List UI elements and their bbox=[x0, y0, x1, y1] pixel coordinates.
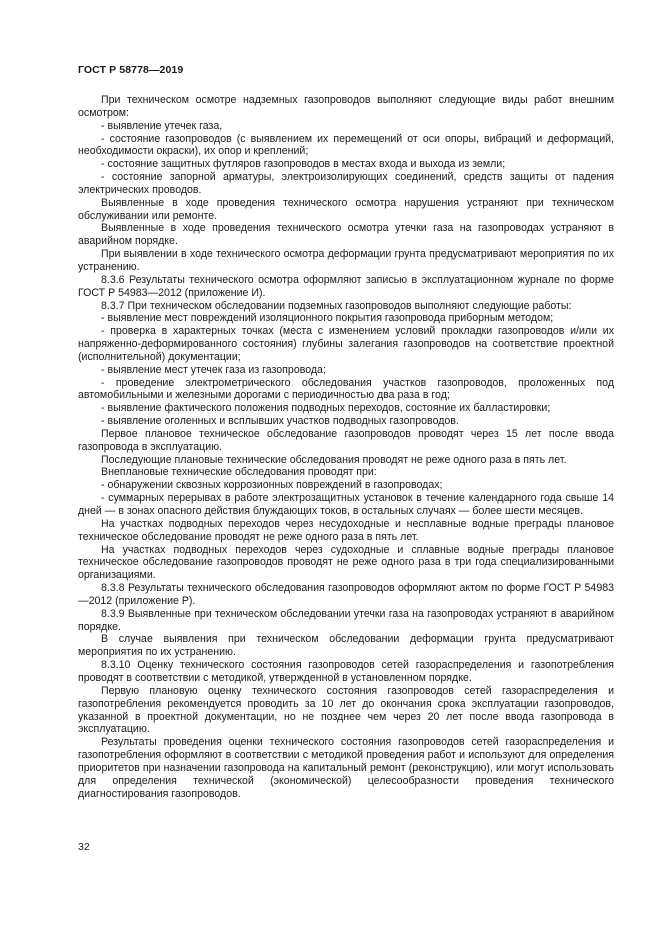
paragraph: 8.3.7 При техническом обследовании подземных газопроводов выполняют следующие работы: bbox=[101, 299, 572, 312]
paragraph: Первую плановую оценку технического состояния газопроводов сетей газораспределения и газопотребления рекомендуется проводить за 10 лет до окончания срока эксплуатации газопроводов, указанной в проектной документации, но не позднее чем через 20 лет после ввода газопровода в эксплуатацию. bbox=[78, 684, 614, 736]
paragraph: На участках подводных переходов через судоходные и сплавные водные преграды плановое техническое обследование газопроводов проводят не реже одного раза в три года специализированными организациями. bbox=[78, 543, 614, 582]
paragraph: На участках подводных переходов через несудоходные и несплавные водные преграды плановое техническое обследование проводят не реже одного раза в пять лет. bbox=[78, 517, 614, 543]
paragraph: 8.3.9 Выявленные при техническом обследовании утечки газа на газопроводах устраняют в аварийном порядке. bbox=[78, 607, 614, 633]
paragraph: - выявление оголенных и всплывших участков подводных газопроводов. bbox=[101, 415, 459, 428]
page-number: 32 bbox=[78, 841, 90, 853]
paragraph: - выявление мест утечек газа из газопровода; bbox=[101, 363, 326, 376]
paragraph: Выявленные в ходе проведения технического осмотра утечки газа на газопроводах устраняют в аварийном порядке. bbox=[78, 222, 614, 248]
paragraph: - выявление мест повреждений изоляционного покрытия газопровода приборным методом; bbox=[101, 312, 554, 325]
document-body bbox=[78, 94, 614, 800]
paragraph: - выявление фактического положения подводных переходов, состояние их балластировки; bbox=[101, 402, 551, 415]
paragraph: Внеплановые технические обследования проводят при: bbox=[101, 466, 377, 479]
paragraph: Первое плановое техническое обследование газопроводов проводят через 15 лет после ввода газопровода в эксплуатацию. bbox=[78, 427, 614, 453]
paragraph: - выявление утечек газа, bbox=[101, 119, 223, 132]
paragraph: Последующие плановые технические обследования проводят не реже одного раза в пять лет. bbox=[101, 453, 567, 466]
paragraph: 8.3.6 Результаты технического осмотра оформляют записью в эксплуатационном журнале по форме ГОСТ Р 54983—2012 (приложение И). bbox=[78, 273, 614, 299]
document-header: ГОСТ Р 58778—2019 bbox=[78, 64, 184, 76]
paragraph: 8.3.8 Результаты технического обследования газопроводов оформляют актом по форме ГОСТ Р 54983—2012 (приложение Р). bbox=[78, 582, 614, 607]
paragraph: - проведение электрометрического обследования участков газопроводов, проложенных под автомобильными и железными дорогами с периодичностью два раза в год; bbox=[78, 376, 614, 402]
paragraph: При техническом осмотре надземных газопроводов выполняют следующие виды работ внешним осмотром: bbox=[78, 94, 614, 119]
paragraph: - состояние запорной арматуры, электроизолирующих соединений, средств защиты от падения электрических проводов. bbox=[78, 171, 614, 196]
paragraph: Выявленные в ходе проведения технического осмотра нарушения устраняют при техническом обслуживании или ремонте. bbox=[78, 196, 614, 222]
paragraph: - проверка в характерных точках (места с изменением условий прокладки газопроводов и/или их напряженно-деформированного состояния) глубины залегания газопроводов на соответствие проектной (исполнительной) документации; bbox=[78, 325, 614, 363]
paragraph: 8.3.10 Оценку технического состояния газопроводов сетей газораспределения и газопотребления проводят в соответствии с методикой, утвержденной в установленном порядке. bbox=[78, 659, 614, 684]
paragraph: - состояние газопроводов (с выявлением их перемещений от оси опоры, вибраций и деформаций, необходимости окраски), их опор и креплений; bbox=[78, 132, 614, 158]
paragraph: Результаты проведения оценки технического состояния газопроводов сетей газораспределения и газопотребления оформляют в соответствии с методикой проведения работ и используют для определения приоритетов при назначении газопровода на капитальный ремонт (реконструкцию), или могут использовать для определения технической (экономической) целесообразности проведения технического диагностирования газопроводов. bbox=[78, 736, 614, 800]
paragraph: - обнаружении сквозных коррозионных повреждений в газопроводах; bbox=[101, 479, 443, 492]
paragraph: В случае выявления при техническом обследовании деформации грунта предусматривают мероприятия по их устранению. bbox=[78, 633, 614, 659]
paragraph: При выявлении в ходе технического осмотра деформации грунта предусматривают мероприятия по их устранению. bbox=[78, 248, 614, 273]
paragraph: - состояние защитных футляров газопроводов в местах входа и выхода из земли; bbox=[101, 158, 506, 171]
paragraph: - суммарных перерывах в работе электрозащитных установок в течение календарного года свыше 14 дней — в зонах опасного действия блуждающих токов, в остальных случаях — более шести месяцев. bbox=[78, 492, 614, 517]
